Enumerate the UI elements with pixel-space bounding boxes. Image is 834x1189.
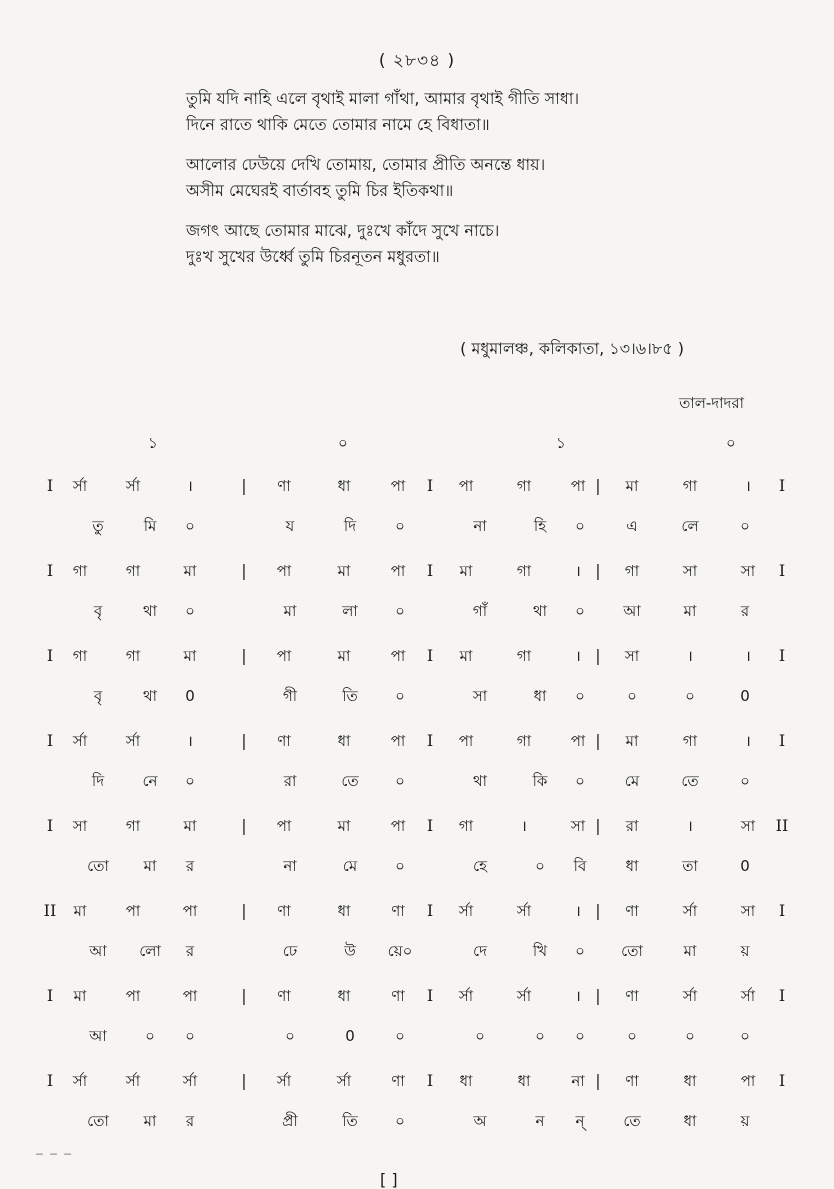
- lyric-syllable: ০: [575, 772, 585, 790]
- lyric-syllable: তো: [87, 857, 109, 875]
- swara-note: ধা: [517, 1072, 531, 1090]
- lyric-syllable: ০: [575, 602, 585, 620]
- lyric-syllable: থা: [142, 602, 158, 620]
- row-start-bar: I: [46, 476, 54, 495]
- lyric-syllable: মা: [683, 602, 697, 620]
- notation-row: [0, 1061, 834, 1130]
- swara-note: মা: [73, 902, 87, 920]
- bar-line: |: [241, 561, 247, 580]
- swara-note: র্সা: [458, 987, 474, 1005]
- lyric-syllable: লে: [681, 517, 699, 535]
- lyric-syllable: 0: [740, 857, 750, 875]
- lyric-syllable: মা: [283, 602, 297, 620]
- lyric-syllable: রা: [283, 772, 297, 790]
- swara-note: পা: [276, 817, 292, 835]
- source-citation: ( মধুমালঞ্চ, কলিকাতা, ১৩।৬।৮৫ ): [460, 339, 684, 358]
- row-end-bar: II: [775, 816, 789, 835]
- bar-line: |: [241, 731, 247, 750]
- swara-note: ণা: [277, 732, 291, 750]
- row-start-bar: I: [46, 816, 54, 835]
- swara-note: না: [571, 1072, 585, 1090]
- swara-note: সা: [740, 902, 756, 920]
- lyric-syllable: বৃ: [93, 602, 103, 620]
- swara-note: গা: [682, 732, 698, 750]
- swara-note: ণা: [625, 987, 639, 1005]
- beat-markers: [0, 432, 834, 458]
- swara-note: ।: [187, 732, 193, 750]
- lyric-line: অসীম মেঘেরই বার্তাবহ তুমি চির ইতিকথা॥: [186, 181, 454, 200]
- notation-row: [0, 636, 834, 705]
- row-end-bar: I: [778, 1071, 786, 1090]
- lyric-syllable: ০: [185, 772, 195, 790]
- bar-line: |: [595, 816, 601, 835]
- bar-line: |: [595, 561, 601, 580]
- lyric-syllable: ০: [627, 1027, 637, 1045]
- lyric-syllable: তু: [92, 517, 104, 535]
- row-end-bar: I: [778, 901, 786, 920]
- row-start-bar: II: [43, 901, 57, 920]
- swara-note: র্সা: [276, 1072, 292, 1090]
- lyric-line: আলোর ঢেউয়ে দেখি তোমায়, তোমার প্রীতি অনন্তে ধায়।: [186, 155, 546, 174]
- lyric-syllable: মে: [342, 857, 358, 875]
- lyric-syllable: অ: [473, 1112, 487, 1130]
- lyric-syllable: ০: [575, 942, 585, 960]
- swara-note: ।: [687, 817, 693, 835]
- lyric-syllable: প্রী: [282, 1112, 298, 1130]
- swara-note: পা: [125, 902, 141, 920]
- bar-line: |: [595, 646, 601, 665]
- swara-note: মা: [625, 732, 639, 750]
- swara-note: ধা: [337, 732, 351, 750]
- lyric-syllable: ০: [740, 772, 750, 790]
- lyric-syllable: 0: [185, 687, 195, 705]
- lyric-syllable: ০: [395, 602, 405, 620]
- lyric-syllable: ০: [575, 517, 585, 535]
- lyric-syllable: ০: [740, 517, 750, 535]
- beat-marker: ১: [556, 434, 566, 452]
- lyric-syllables: [0, 676, 834, 716]
- bar-line: |: [241, 816, 247, 835]
- lyric-syllable: র: [185, 942, 195, 960]
- swara-note: সা: [740, 817, 756, 835]
- beat-marker: ০: [726, 434, 736, 452]
- bar-line: I: [426, 1071, 434, 1090]
- swara-note: মা: [337, 817, 351, 835]
- lyric-syllable: য: [285, 517, 295, 535]
- lyric-line: জগৎ আছে তোমার মাঝে, দুঃখে কাঁদে সুখে নাচে।: [186, 221, 500, 240]
- swara-note: ।: [575, 647, 581, 665]
- swara-note: পা: [458, 477, 474, 495]
- lyric-syllable: 0: [740, 687, 750, 705]
- swara-note: ণা: [277, 477, 291, 495]
- swara-note: মা: [183, 817, 197, 835]
- swara-note: ।: [745, 647, 751, 665]
- row-start-bar: I: [46, 561, 54, 580]
- swara-note: গা: [72, 562, 88, 580]
- footer-mark: ─ ─ ─: [36, 1148, 73, 1161]
- lyric-syllables: [0, 1101, 834, 1141]
- lyric-syllable: গী: [282, 687, 298, 705]
- lyric-syllable: থা: [472, 772, 488, 790]
- bar-line: |: [241, 476, 247, 495]
- bar-line: |: [595, 986, 601, 1005]
- lyric-syllable: দে: [473, 942, 487, 960]
- lyric-line: দুঃখ সুখের উর্ধ্বে তুমি চিরনূতন মধুরতা॥: [186, 247, 440, 266]
- swara-note: সা: [682, 562, 698, 580]
- swara-note: ।: [575, 562, 581, 580]
- swara-note: মা: [73, 987, 87, 1005]
- lyric-syllable: র: [740, 602, 750, 620]
- swara-note: ।: [575, 987, 581, 1005]
- swara-note: র্সা: [125, 477, 141, 495]
- lyric-syllable: গাঁ: [472, 602, 488, 620]
- lyric-syllable: ০: [685, 687, 695, 705]
- lyric-syllable: ০: [535, 857, 545, 875]
- beat-marker: ১: [148, 434, 158, 452]
- lyric-syllable: ০: [395, 772, 405, 790]
- bar-line: I: [426, 646, 434, 665]
- lyrics: [186, 86, 579, 270]
- swara-note: র্সা: [516, 987, 532, 1005]
- lyric-syllable: লো: [139, 942, 161, 960]
- swara-note: পা: [276, 562, 292, 580]
- swara-note: পা: [182, 902, 198, 920]
- lyric-syllable: ০: [685, 1027, 695, 1045]
- notation-row: [0, 551, 834, 620]
- lyric-syllable: তে: [341, 772, 359, 790]
- lyric-syllable: লা: [342, 602, 358, 620]
- swara-note: র্সা: [458, 902, 474, 920]
- row-start-bar: I: [46, 646, 54, 665]
- lyric-syllable: ০: [185, 517, 195, 535]
- lyric-syllable: দি: [91, 772, 105, 790]
- lyric-syllable: মা: [683, 942, 697, 960]
- lyric-syllable: আ: [89, 942, 107, 960]
- bar-line: I: [426, 986, 434, 1005]
- swara-note: সা: [570, 817, 586, 835]
- swara-note: পা: [276, 647, 292, 665]
- lyric-syllable: তা: [682, 857, 698, 875]
- lyric-syllable: মা: [143, 1112, 157, 1130]
- page-number: ( ২৮৩৪ ): [378, 51, 456, 71]
- bar-line: |: [595, 1071, 601, 1090]
- lyric-syllable: য়ে০: [387, 942, 413, 960]
- swara-note: পা: [390, 477, 406, 495]
- lyric-syllable: ০: [185, 602, 195, 620]
- bar-line: I: [426, 901, 434, 920]
- taal-label: তাল-দাদরা: [679, 394, 744, 412]
- swara-note: গা: [624, 562, 640, 580]
- notation-row: [0, 721, 834, 790]
- swara-note: র্সা: [72, 732, 88, 750]
- swara-note: মা: [183, 562, 197, 580]
- lyric-syllable: ০: [395, 1112, 405, 1130]
- swara-note: ।: [745, 477, 751, 495]
- lyric-syllable: ধা: [683, 1112, 697, 1130]
- swara-note: পা: [390, 562, 406, 580]
- lyric-syllable: র: [185, 857, 195, 875]
- lyric-syllables: [0, 761, 834, 801]
- lyric-syllable: হি: [533, 517, 547, 535]
- lyric-syllable: না: [283, 857, 297, 875]
- row-end-bar: I: [778, 986, 786, 1005]
- swara-note: ধা: [337, 987, 351, 1005]
- swara-note: ধা: [337, 477, 351, 495]
- lyric-syllable: এ: [626, 517, 638, 535]
- lyric-syllable: আ: [89, 1027, 107, 1045]
- swara-note: গা: [125, 817, 141, 835]
- swara-line: [0, 551, 834, 591]
- swara-note: মা: [459, 562, 473, 580]
- swara-note: পা: [390, 817, 406, 835]
- bar-line: |: [241, 901, 247, 920]
- swara-note: পা: [570, 477, 586, 495]
- lyric-syllable: মে: [624, 772, 640, 790]
- lyric-syllable: ০: [285, 1027, 295, 1045]
- row-start-bar: I: [46, 986, 54, 1005]
- bar-line: I: [426, 476, 434, 495]
- lyric-syllables: [0, 931, 834, 971]
- lyric-syllable: আ: [623, 602, 641, 620]
- swara-note: ণা: [277, 987, 291, 1005]
- swara-line: [0, 466, 834, 506]
- lyric-syllable: ০: [575, 687, 585, 705]
- lyric-syllable: তে: [681, 772, 699, 790]
- bar-line: I: [426, 561, 434, 580]
- lyric-syllables: [0, 846, 834, 886]
- lyric-syllable: খি: [532, 942, 548, 960]
- bar-line: |: [241, 986, 247, 1005]
- swara-note: ণা: [625, 1072, 639, 1090]
- lyric-syllables: [0, 1016, 834, 1056]
- swara-note: র্সা: [72, 477, 88, 495]
- swara-note: র্সা: [682, 902, 698, 920]
- swara-note: পা: [390, 647, 406, 665]
- lyric-syllable: ০: [395, 857, 405, 875]
- lyric-syllable: থা: [142, 687, 158, 705]
- swara-note: গা: [125, 562, 141, 580]
- lyric-syllable: উ: [344, 942, 356, 960]
- lyric-line: দিনে রাতে থাকি মেতে তোমার নামে হে বিধাতা॥: [186, 115, 490, 134]
- lyric-syllable: তো: [621, 942, 643, 960]
- swara-note: গা: [125, 647, 141, 665]
- bar-line: I: [426, 731, 434, 750]
- swara-note: গা: [516, 562, 532, 580]
- swara-note: ধা: [459, 1072, 473, 1090]
- lyric-syllable: র: [185, 1112, 195, 1130]
- swara-note: মা: [459, 647, 473, 665]
- bar-line: |: [241, 1071, 247, 1090]
- row-end-bar: I: [778, 731, 786, 750]
- swara-note: সা: [72, 817, 88, 835]
- lyric-syllable: ০: [395, 687, 405, 705]
- lyric-syllable: না: [473, 517, 487, 535]
- lyric-syllable: তে: [623, 1112, 641, 1130]
- swara-note: সা: [624, 647, 640, 665]
- lyric-syllable: ০: [185, 1027, 195, 1045]
- lyric-syllable: কি: [532, 772, 548, 790]
- bar-line: |: [595, 476, 601, 495]
- swara-note: পা: [740, 1072, 756, 1090]
- swara-note: গা: [516, 647, 532, 665]
- lyric-syllable: বৃ: [93, 687, 103, 705]
- notation-table: [0, 466, 834, 1130]
- swara-note: গা: [458, 817, 474, 835]
- lyric-syllable: ধা: [625, 857, 639, 875]
- row-end-bar: I: [778, 476, 786, 495]
- lyric-syllable: য়: [740, 942, 750, 960]
- lyric-syllable: ০: [627, 687, 637, 705]
- lyric-syllable: ০: [575, 1027, 585, 1045]
- lyric-syllable: মি: [143, 517, 157, 535]
- swara-note: মা: [183, 647, 197, 665]
- bar-line: |: [241, 646, 247, 665]
- lyric-syllable: তি: [342, 687, 358, 705]
- swara-note: গা: [516, 732, 532, 750]
- swara-note: মা: [337, 647, 351, 665]
- lyric-syllable: নে: [142, 772, 158, 790]
- swara-note: পা: [458, 732, 474, 750]
- bar-line: |: [595, 731, 601, 750]
- swara-line: [0, 891, 834, 931]
- swara-note: ধা: [337, 902, 351, 920]
- swara-note: পা: [125, 987, 141, 1005]
- lyric-syllable: ০: [535, 1027, 545, 1045]
- swara-line: [0, 636, 834, 676]
- notation-row: [0, 806, 834, 875]
- swara-note: মা: [625, 477, 639, 495]
- lyric-syllable: তো: [87, 1112, 109, 1130]
- swara-note: ণা: [391, 987, 405, 1005]
- swara-note: পা: [182, 987, 198, 1005]
- swara-note: ধা: [683, 1072, 697, 1090]
- beat-marker: ০: [338, 434, 348, 452]
- swara-line: [0, 1061, 834, 1101]
- swara-note: ।: [745, 732, 751, 750]
- lyric-syllable: ঢে: [282, 942, 298, 960]
- lyric-syllables: [0, 506, 834, 546]
- swara-note: ।: [187, 477, 193, 495]
- swara-note: মা: [337, 562, 351, 580]
- lyric-syllable: সা: [472, 687, 488, 705]
- swara-line: [0, 806, 834, 846]
- lyric-syllable: দি: [343, 517, 357, 535]
- lyric-syllable: ন্: [575, 1112, 585, 1130]
- lyric-syllable: থা: [532, 602, 548, 620]
- swara-note: পা: [570, 732, 586, 750]
- footer-bracket: [ ]: [380, 1170, 398, 1189]
- lyric-syllable: তি: [342, 1112, 358, 1130]
- swara-note: র্সা: [72, 1072, 88, 1090]
- notation-row: [0, 976, 834, 1045]
- swara-line: [0, 976, 834, 1016]
- swara-note: ণা: [277, 902, 291, 920]
- swara-note: র্সা: [682, 987, 698, 1005]
- lyric-syllable: ০: [395, 1027, 405, 1045]
- lyric-syllable: 0: [345, 1027, 355, 1045]
- row-start-bar: I: [46, 731, 54, 750]
- swara-note: পা: [390, 732, 406, 750]
- swara-note: ণা: [391, 1072, 405, 1090]
- row-start-bar: I: [46, 1071, 54, 1090]
- lyric-syllable: ধা: [533, 687, 547, 705]
- lyric-syllable: ০: [145, 1027, 155, 1045]
- row-end-bar: I: [778, 646, 786, 665]
- lyric-syllables: [0, 591, 834, 631]
- swara-note: ণা: [391, 902, 405, 920]
- lyric-syllable: ন: [535, 1112, 545, 1130]
- lyric-syllable: মা: [143, 857, 157, 875]
- lyric-syllable: ০: [475, 1027, 485, 1045]
- swara-note: ণা: [625, 902, 639, 920]
- lyric-syllable: হে: [473, 857, 487, 875]
- swara-note: ।: [575, 902, 581, 920]
- notation-row: [0, 466, 834, 535]
- lyric-line: তুমি যদি নাহি এলে বৃথাই মালা গাঁথা, আমার বৃথাই গীতি সাধা।: [186, 89, 580, 108]
- swara-note: ।: [687, 647, 693, 665]
- swara-note: সা: [740, 562, 756, 580]
- swara-note: র্সা: [182, 1072, 198, 1090]
- swara-note: গা: [682, 477, 698, 495]
- swara-note: র্সা: [125, 732, 141, 750]
- lyric-syllable: য়: [740, 1112, 750, 1130]
- swara-note: গা: [516, 477, 532, 495]
- notation-row: [0, 891, 834, 960]
- lyric-syllable: ০: [395, 517, 405, 535]
- swara-note: ।: [521, 817, 527, 835]
- bar-line: |: [595, 901, 601, 920]
- swara-note: র্সা: [516, 902, 532, 920]
- swara-note: র্সা: [336, 1072, 352, 1090]
- swara-note: রা: [625, 817, 639, 835]
- bar-line: I: [426, 816, 434, 835]
- lyric-syllable: বি: [573, 857, 587, 875]
- row-end-bar: I: [778, 561, 786, 580]
- swara-note: গা: [72, 647, 88, 665]
- swara-line: [0, 721, 834, 761]
- swara-note: র্সা: [740, 987, 756, 1005]
- lyric-syllable: ০: [740, 1027, 750, 1045]
- swara-note: র্সা: [125, 1072, 141, 1090]
